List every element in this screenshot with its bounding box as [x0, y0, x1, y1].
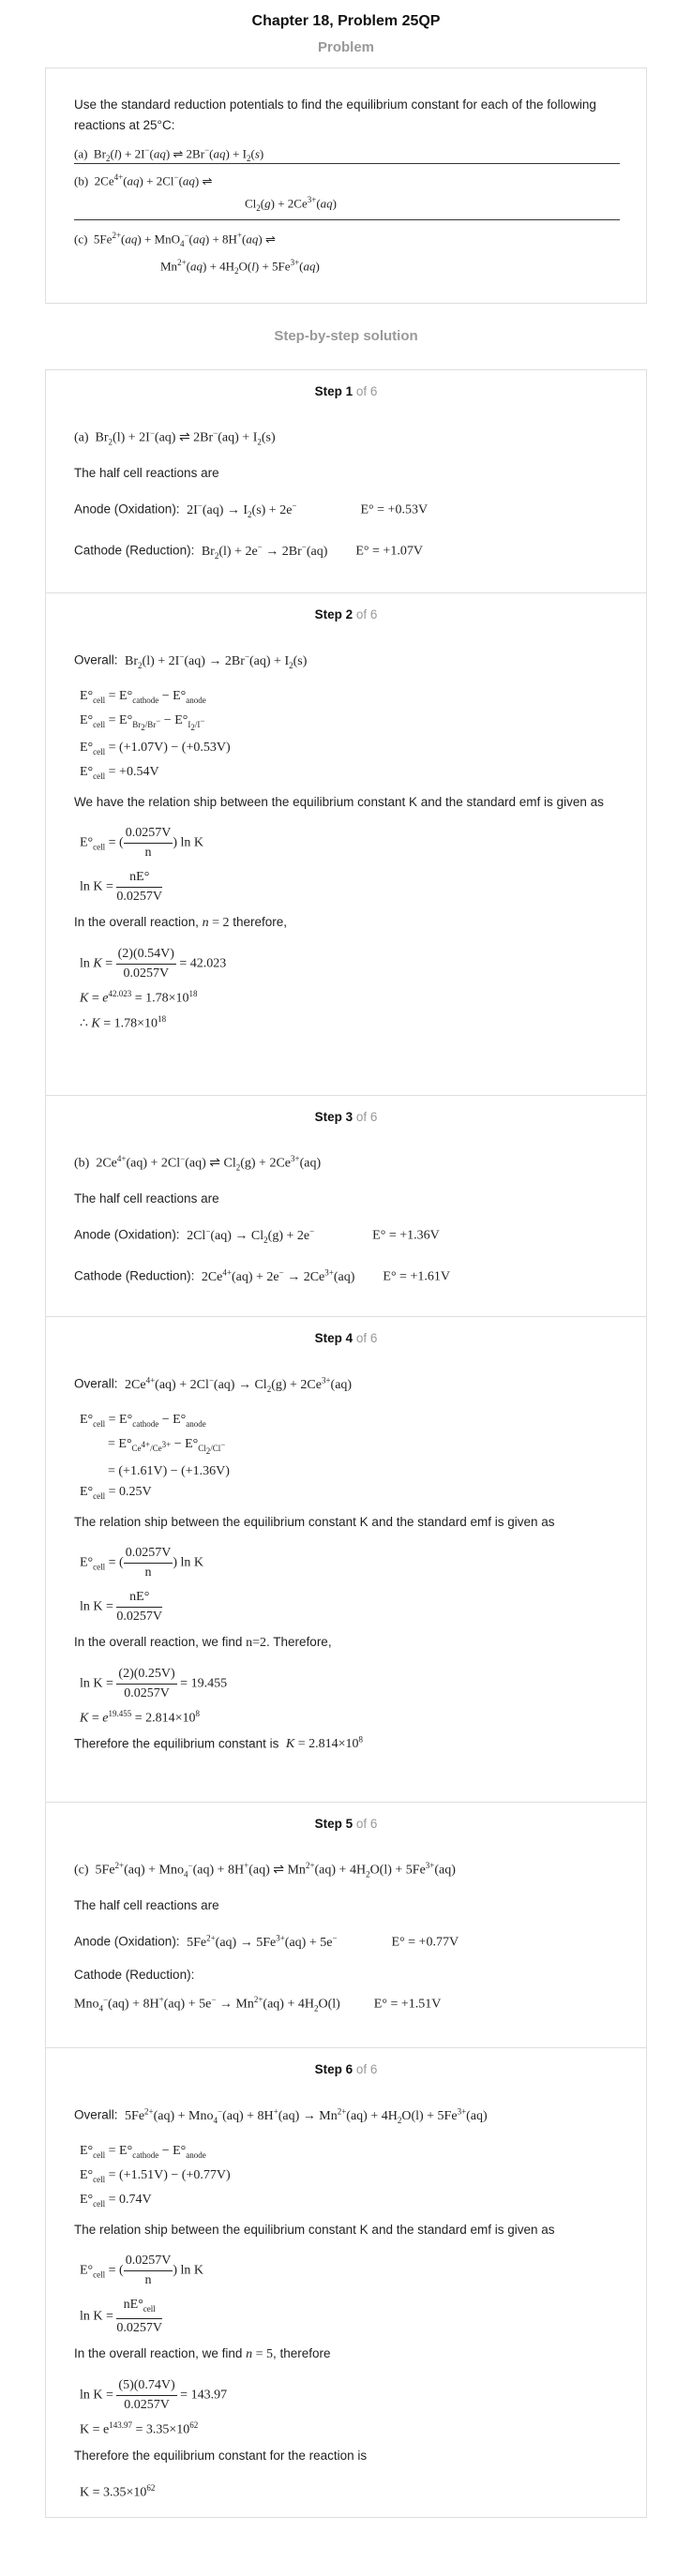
reaction-a: (a) $Br_2(l) + 2I^-(aq)$ ⇌ $2Br^-(aq) + I_2(s)$	[74, 140, 620, 164]
step-2-ecell-def: $E^\circ_{cell} = E^\circ_{cathode} - E^\circ_{anode}$	[80, 689, 206, 706]
step-2-text2: In the overall reaction, n = 2 therefore,	[74, 914, 288, 930]
step-5-cathode-label: Cathode (Reduction):	[74, 1968, 195, 1983]
step-4-ecell-values: = (+1.61V) − (+1.36V)	[108, 1464, 230, 1479]
step-1-cathode: Cathode (Reduction): $Br_2(l) + 2e^- \to 2Br^-(aq) E^\circ = +1.07V$	[74, 541, 423, 561]
step-1-text: The half cell reactions are	[74, 466, 219, 481]
step-3	[46, 1096, 646, 1317]
step-5-title: Step 5 of 6	[314, 1817, 378, 1831]
step-4-text1: The relation ship between the equilibrium constant K and the standard emf is given as	[74, 1514, 555, 1529]
step-2-k-result: ∴ $K = 1.78\times 10^{18}$	[80, 1014, 167, 1031]
problem-box	[45, 67, 647, 304]
page-title: Chapter 18, Problem 25QP	[251, 13, 441, 29]
steps-container	[45, 369, 647, 2518]
step-5	[46, 1803, 646, 2048]
step-3-text: The half cell reactions are	[74, 1191, 219, 1206]
step-3-title: Step 3 of 6	[314, 1110, 378, 1124]
step-6-text1: The relation ship between the equilibrium constant K and the standard emf is given as	[74, 2222, 555, 2237]
step-4	[46, 1317, 646, 1803]
step-6-lnk-formula: ln K = $\frac{nE^\circ_{cell}}{0.0257V}$	[80, 2297, 163, 2335]
step-4-nernst: $E^\circ_{cell}$ = ( $\frac{0.0257V}{n}$ ) ln K	[80, 1545, 204, 1580]
step-6-ecell-values: $E^\circ_{cell} = (+1.51V) - (+0.77V)$	[80, 2168, 231, 2185]
step-2-ecell-sub: $E^\circ_{cell} = E^\circ_{Br_2/Br^-} - E^\circ_{I_2/I^-}$	[80, 713, 205, 733]
step-5-cathode: $Mno_4^-(aq) + 8H^+(aq) + 5e^- \to Mn^{2+}(aq) + 4H_2O(l) E^\circ = +1.51V$	[74, 1995, 442, 2014]
problem-intro: Use the standard reduction potentials to find the equilibrium constant for each of the following reactions at 25°C:	[74, 97, 596, 132]
step-1-anode: Anode (Oxidation): $2I^-(aq) \to I_2(s) + 2e^-$ E° = +0.53V	[74, 501, 429, 519]
problem-label: Problem	[317, 39, 374, 55]
step-5-anode: Anode (Oxidation): $5Fe^{2+}(aq) \to 5Fe^{3+}(aq) + 5e^-$ E° = +0.77V	[74, 1933, 459, 1951]
step-4-ecell-result: $E^\circ_{cell} = 0.25V$	[80, 1485, 152, 1501]
step-4-ecell-def: $E^\circ_{cell} = E^\circ_{cathode} - E^\circ_{anode}$	[80, 1413, 206, 1430]
step-4-k-exp: $K = e^{19.455} = 2.814\times 10^8$	[80, 1708, 201, 1726]
step-6-overall: Overall: $5Fe^{2+}(aq) + Mno_4^-(aq) + 8H^+(aq) \to Mn^{2+}(aq) + 4H_2O(l) + 5Fe^{3+}(aq)$	[74, 2106, 488, 2125]
step-6-ecell-def: $E^\circ_{cell} = E^\circ_{cathode} - E^\circ_{anode}$	[80, 2144, 206, 2161]
step-6-text2: In the overall reaction, we find n = 5, therefore	[74, 2345, 331, 2361]
step-4-text2: In the overall reaction, we find n=2. Therefore,	[74, 1634, 332, 1650]
step-4-lnk-calc: ln K = $\frac{(2)(0.25V)}{0.0257V}$ = 19.455	[80, 1666, 228, 1700]
step-2-text1: We have the relation ship between the equilibrium constant K and the standard emf is given as	[74, 794, 604, 809]
step-6-title: Step 6 of 6	[314, 2062, 378, 2076]
step-2-k-exp: $K = e^{42.023} = 1.78\times 10^{18}$	[80, 988, 198, 1006]
step-4-overall: Overall: $2Ce^{4+}(aq) + 2Cl^-(aq) \to Cl_2(g) + 2Ce^{3+}(aq)$	[74, 1375, 353, 1394]
step-2-nernst: $E^\circ_{cell}$ = ( $\frac{0.0257V}{n}$ ) ln K	[80, 825, 204, 860]
step-6	[46, 2048, 646, 2517]
step-1	[46, 370, 646, 593]
step-2-title: Step 2 of 6	[314, 607, 378, 622]
step-2	[46, 593, 646, 1096]
step-5-text: The half cell reactions are	[74, 1898, 219, 1913]
step-2-lnk-formula: ln K = $\frac{nE^\circ}{0.0257V}$	[80, 869, 163, 904]
solution-label: Step-by-step solution	[274, 328, 418, 344]
step-2-lnk-calc: ln K = $\frac{(2)(0.54V)}{0.0257V}$ = 42.023	[80, 946, 227, 981]
reaction-c: (c) $5Fe^{2+}(aq) + MnO_4^-(aq) + 8H^+(aq)$ ⇌ $Mn^{2+}(aq) + 4H_2O(l) + 5Fe^{3+}(aq)$	[74, 231, 320, 276]
reaction-b: (b) $2Ce^{4+}(aq) + 2Cl^-(aq)$ ⇌ $Cl_2(g) + 2Ce^{3+}(aq)$	[74, 164, 620, 220]
step-1-title: Step 1 of 6	[314, 384, 378, 398]
step-6-lnk-calc: ln K = $\frac{(5)(0.74V)}{0.0257V}$ = 143.97	[80, 2377, 228, 2412]
step-6-nernst: $E^\circ_{cell}$ = ( $\frac{0.0257V}{n}$ ) ln K	[80, 2253, 204, 2287]
step-1-reaction: (a) $Br_2(l) + 2I^-(aq)$ ⇌ $2Br^-(aq) + I_2(s)$	[74, 428, 276, 447]
step-3-anode: Anode (Oxidation): $2Cl^-(aq) \to Cl_2(g) + 2e^-$ E° = +1.36V	[74, 1226, 440, 1245]
step-6-text3: Therefore the equilibrium constant for the reaction is	[74, 2449, 368, 2464]
step-2-ecell-values: $E^\circ_{cell} = (+1.07V) - (+0.53V)$	[80, 741, 231, 756]
step-6-k-result: $K = 3.35\times 10^{62}$	[80, 2483, 156, 2500]
step-6-k-exp: $K = e^{143.97} = 3.35\times 10^{62}$	[80, 2419, 199, 2437]
step-4-ecell-sub: = $E^\circ_{Ce^{4+}/Ce^{3+}} - E^\circ_{Cl_2/Cl^-}$	[108, 1437, 226, 1457]
step-2-overall: Overall: $Br_2(l) + 2I^-(aq) \to 2Br^-(aq) + I_2(s)$	[74, 651, 308, 670]
step-4-text3: Therefore the equilibrium constant is $K = 2.814\times 10^8$	[74, 1734, 364, 1752]
step-5-reaction: (c) $5Fe^{2+}(aq) + Mno_4^-(aq) + 8H^+(aq)$ ⇌ $Mn^{2+}(aq) + 4H_2O(l) + 5Fe^{3+}(aq)$	[74, 1861, 456, 1880]
step-3-reaction: (b) $2Ce^{4+}(aq) + 2Cl^-(aq)$ ⇌ $Cl_2(g) + 2Ce^{3+}(aq)$	[74, 1154, 322, 1173]
step-2-ecell-result: $E^\circ_{cell} = +0.54V$	[80, 764, 159, 781]
step-4-lnk-formula: ln K = $\frac{nE^\circ}{0.0257V}$	[80, 1589, 163, 1624]
step-4-title: Step 4 of 6	[314, 1331, 378, 1345]
step-3-cathode: Cathode (Reduction): $2Ce^{4+}(aq) + 2e^- \to 2Ce^{3+}(aq) E^\circ = +1.61V$	[74, 1266, 450, 1284]
step-6-ecell-result: $E^\circ_{cell} = 0.74V$	[80, 2193, 152, 2209]
